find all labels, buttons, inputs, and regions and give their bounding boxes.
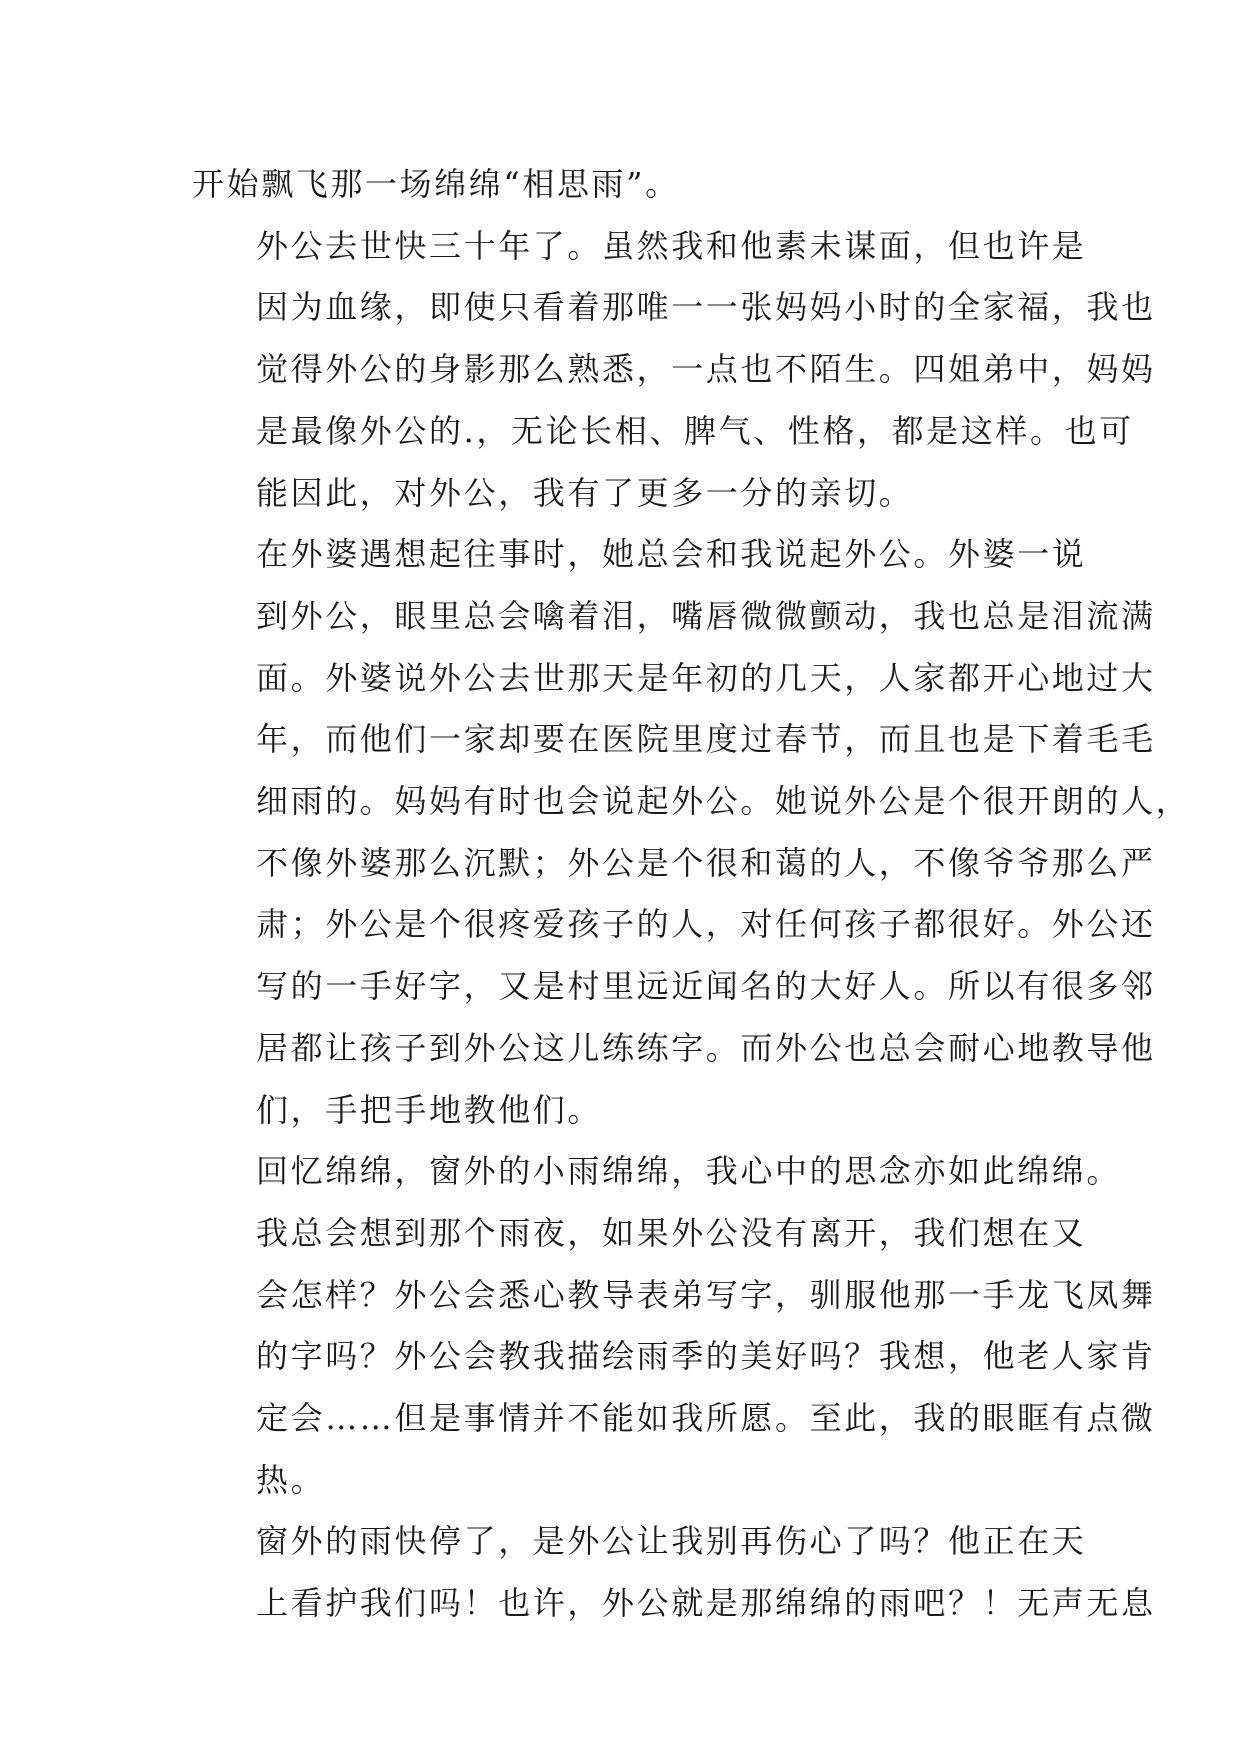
text-line: 热。 bbox=[256, 1460, 326, 1499]
text-line: 能因此，对外公，我有了更多一分的亲切。 bbox=[256, 473, 914, 512]
text-line: 因为血缘，即使只看着那唯一一张妈妈小时的全家福，我也 bbox=[256, 288, 1156, 327]
text-line: 开始飘飞那一场绵绵“相思雨”。 bbox=[192, 165, 680, 203]
text-line: 会怎样？外公会悉心教导表弟写字，驯服他那一手龙飞凤舞 bbox=[256, 1275, 1156, 1314]
text-line: 居都让孩子到外公这儿练练字。而外公也总会耐心地教导他 bbox=[256, 1028, 1156, 1067]
text-line: 我总会想到那个雨夜，如果外公没有离开，我们想在又 bbox=[256, 1213, 1087, 1252]
text-line: 上看护我们吗！也许，外公就是那绵绵的雨吧？！无声无息 bbox=[256, 1584, 1156, 1623]
text-line: 不像外婆那么沉默；外公是个很和蔼的人，不像爷爷那么严 bbox=[256, 843, 1156, 882]
text-line: 回忆绵绵，窗外的小雨绵绵，我心中的思念亦如此绵绵。 bbox=[256, 1152, 1122, 1191]
paragraph bbox=[192, 1203, 1156, 1512]
text-line: 写的一手好字，又是村里远近闻名的大好人。所以有很多邻 bbox=[256, 967, 1156, 1006]
text-line: 到外公，眼里总会噙着泪，嘴唇微微颤动，我也总是泪流满 bbox=[256, 596, 1156, 635]
text-line: 面。外婆说外公去世那天是年初的几天，人家都开心地过大 bbox=[256, 658, 1156, 697]
text-line: 在外婆遇想起往事时，她总会和我说起外公。外婆一说 bbox=[256, 535, 1087, 574]
text-line: 是最像外公的.，无论长相、脾气、性格，都是这样。也可 bbox=[256, 411, 1134, 450]
paragraph bbox=[192, 216, 1156, 525]
paragraph bbox=[192, 524, 1191, 1141]
paragraph bbox=[192, 1511, 1156, 1634]
text-line: 的字吗？外公会教我描绘雨季的美好吗？我想，他老人家肯 bbox=[256, 1337, 1156, 1376]
text-line: 年，而他们一家却要在医院里度过春节，而且也是下着毛毛 bbox=[256, 720, 1156, 759]
paragraph bbox=[192, 1141, 1122, 1203]
text-line: 肃；外公是个很疼爱孩子的人，对任何孩子都很好。外公还 bbox=[256, 905, 1156, 944]
text-line: 们，手把手地教他们。 bbox=[256, 1090, 603, 1129]
text-line: 细雨的。妈妈有时也会说起外公。她说外公是个很开朗的人， bbox=[256, 782, 1191, 821]
document-body bbox=[192, 154, 1191, 1635]
text-line: 外公去世快三十年了。虽然我和他素未谋面，但也许是 bbox=[256, 226, 1087, 265]
text-line: 窗外的雨快停了，是外公让我别再伤心了吗？他正在天 bbox=[256, 1522, 1087, 1561]
paragraph bbox=[192, 154, 1052, 216]
text-line: 觉得外公的身影那么熟悉，一点也不陌生。四姐弟中，妈妈 bbox=[256, 350, 1156, 389]
text-line: 定会……但是事情并不能如我所愿。至此，我的眼眶有点微 bbox=[256, 1399, 1156, 1438]
